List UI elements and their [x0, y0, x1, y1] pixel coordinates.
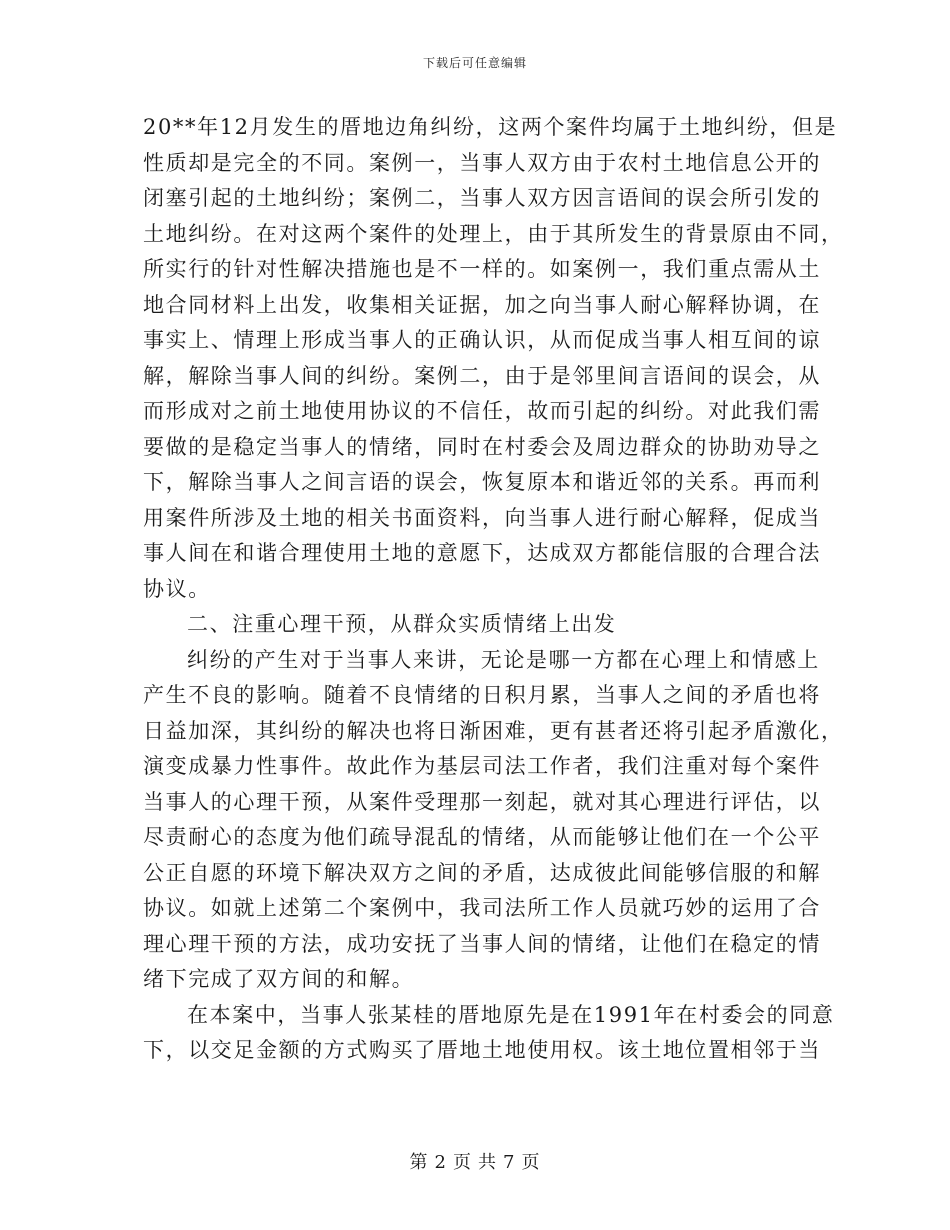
page-header-note: 下载后可任意编辑 [422, 56, 527, 70]
text-line: 公正自愿的环境下解决双方之间的矛盾，达成彼此间能够信服的和解 [143, 860, 821, 885]
text-line: 下，以交足金额的方式购买了厝地土地使用权。该土地位置相邻于当 [143, 1038, 821, 1062]
page-label-prefix: 第 [409, 1152, 429, 1173]
page-label-unit: 页 [453, 1152, 472, 1173]
text-line: 当事人的心理干预，从案件受理那一刻起，就对其心理进行评估，以 [143, 789, 821, 814]
page-label-suffix: 页 [521, 1152, 541, 1173]
text-line: 协议。如就上述第二个案例中，我司法所工作人员就巧妙的运用了合 [143, 896, 821, 920]
document-body [143, 110, 844, 1069]
paragraph [143, 998, 835, 1069]
text-line: 尽责耐心的态度为他们疏导混乱的情绪，从而能够让他们在一个公平 [143, 825, 821, 849]
heading-line: 二、注重心理干预，从群众实质情绪上出发 [187, 612, 617, 636]
text-line: 理心理干预的方法，成功安抚了当事人间的情绪，让他们在稳定的情 [143, 931, 821, 956]
section-heading [143, 607, 811, 643]
text-line: 演变成暴力性事件。故此作为基层司法工作者，我们注重对每个案件 [143, 754, 821, 778]
text-line: 闭塞引起的土地纠纷；案例二，当事人双方因言语间的误会所引发的 [143, 186, 821, 210]
text-line: 产生不良的影响。随着不良情绪的日积月累，当事人之间的矛盾也将 [143, 683, 821, 707]
text-line: 性质却是完全的不同。案例一，当事人双方由于农村土地信息公开的 [143, 150, 821, 175]
text-line: 下，解除当事人之间言语的误会，恢复原本和谐近邻的关系。再而利 [143, 470, 821, 494]
text-line: 20**年12月发生的厝地边角纠纷，这两个案件均属于土地纠纷，但是 [143, 115, 838, 139]
text-line: 用案件所涉及土地的相关书面资料，向当事人进行耐心解释，促成当 [143, 505, 821, 530]
text-line: 要做的是稳定当事人的情绪，同时在村委会及周边群众的协助劝导之 [143, 434, 821, 459]
text-line: 绪下完成了双方间的和解。 [143, 967, 415, 991]
text-line: 协议。 [143, 576, 211, 601]
page-total: 7 [503, 1152, 516, 1173]
paragraph [143, 110, 844, 607]
text-line: 解，解除当事人间的纠纷。案例二，由于是邻里间言语间的误会，从 [143, 363, 821, 388]
text-line: 土地纠纷。在对这两个案件的处理上，由于其所发生的背景原由不同， [143, 221, 844, 246]
text-line: 在本案中，当事人张某桂的厝地原先是在1991年在村委会的同意 [187, 1002, 835, 1027]
text-line: 事人间在和谐合理使用土地的意愿下，达成双方都能信服的合理合法 [143, 541, 821, 565]
page-label-total: 共 [478, 1152, 497, 1173]
page-footer [0, 1148, 950, 1174]
text-line: 日益加深，其纠纷的解决也将日渐困难，更有甚者还将引起矛盾激化， [143, 718, 844, 743]
paragraph [143, 643, 844, 998]
text-line: 地合同材料上出发，收集相关证据，加之向当事人耐心解释协调，在 [143, 292, 821, 317]
text-line: 事实上、情理上形成当事人的正确认识，从而促成当事人相互间的谅 [143, 328, 821, 352]
text-line: 所实行的针对性解决措施也是不一样的。如案例一，我们重点需从土 [143, 257, 821, 281]
text-line: 纠纷的产生对于当事人来讲，无论是哪一方都在心理上和情感上 [187, 647, 820, 672]
page-number: 2 [434, 1152, 447, 1173]
text-line: 而形成对之前土地使用协议的不信任，故而引起的纠纷。对此我们需 [143, 399, 821, 423]
